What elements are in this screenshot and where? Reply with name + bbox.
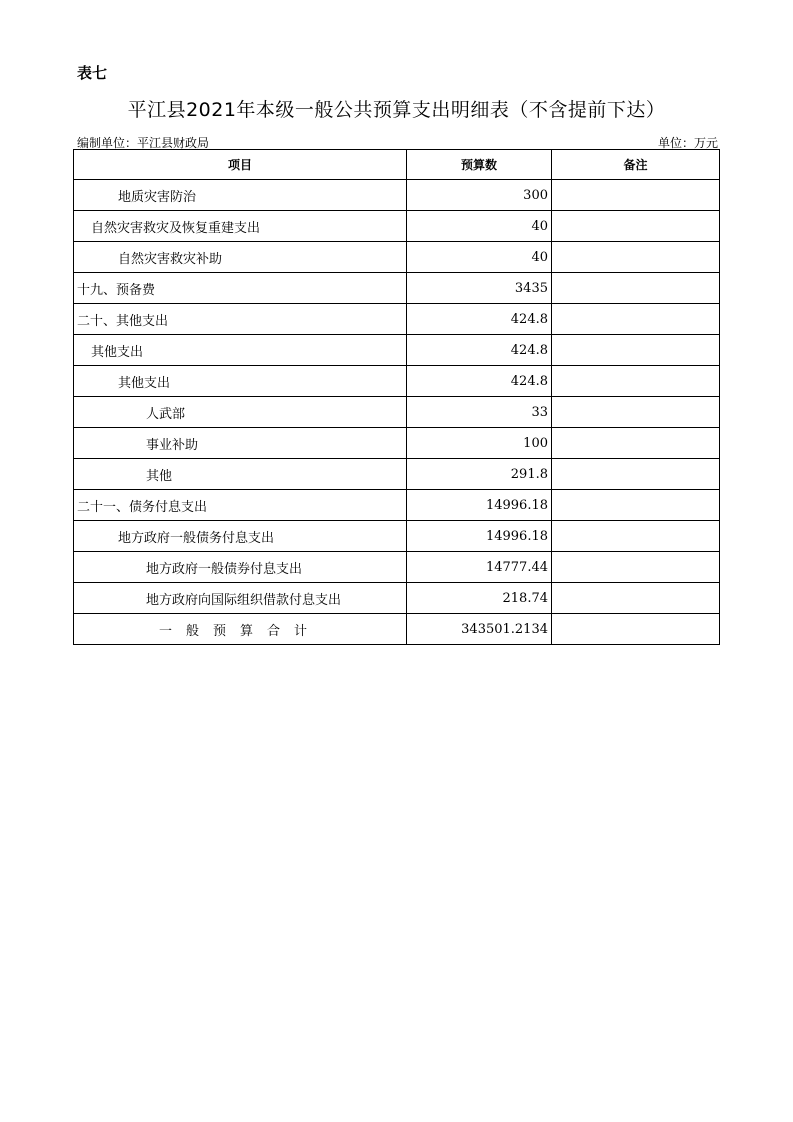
budget-table bbox=[73, 149, 720, 645]
compiling-unit: 编制单位：平江县财政局 bbox=[77, 136, 210, 150]
header-item: 项目 bbox=[74, 150, 407, 180]
row-amount: 40 bbox=[407, 211, 552, 242]
table-row bbox=[74, 242, 720, 273]
table-number-label: 表七 bbox=[77, 64, 108, 82]
row-note bbox=[552, 242, 720, 273]
table-row bbox=[74, 335, 720, 366]
row-item: 地方政府一般债券付息支出 bbox=[74, 552, 407, 583]
row-note bbox=[552, 366, 720, 397]
row-note bbox=[552, 428, 720, 459]
row-note bbox=[552, 459, 720, 490]
row-item: 人武部 bbox=[74, 397, 407, 428]
row-amount: 424.8 bbox=[407, 366, 552, 397]
row-amount: 14777.44 bbox=[407, 552, 552, 583]
table-row bbox=[74, 521, 720, 552]
header-note: 备注 bbox=[552, 150, 720, 180]
row-item: 地质灾害防治 bbox=[74, 180, 407, 211]
header-amount: 预算数 bbox=[407, 150, 552, 180]
row-item: 自然灾害救灾补助 bbox=[74, 242, 407, 273]
row-item: 地方政府一般债务付息支出 bbox=[74, 521, 407, 552]
table-row bbox=[74, 211, 720, 242]
row-note bbox=[552, 552, 720, 583]
table-row bbox=[74, 366, 720, 397]
row-amount: 3435 bbox=[407, 273, 552, 304]
row-note bbox=[552, 583, 720, 614]
row-item: 二十、其他支出 bbox=[74, 304, 407, 335]
row-item: 地方政府向国际组织借款付息支出 bbox=[74, 583, 407, 614]
table-header-row bbox=[74, 150, 720, 180]
table-row bbox=[74, 459, 720, 490]
currency-unit: 单位：万元 bbox=[657, 136, 718, 150]
row-item: 其他支出 bbox=[74, 335, 407, 366]
table-row bbox=[74, 428, 720, 459]
row-amount: 424.8 bbox=[407, 335, 552, 366]
table-row bbox=[74, 552, 720, 583]
row-note bbox=[552, 180, 720, 211]
row-item: 其他 bbox=[74, 459, 407, 490]
row-note bbox=[552, 521, 720, 552]
row-amount: 100 bbox=[407, 428, 552, 459]
total-label: 一般预算合计 bbox=[74, 614, 407, 645]
row-note bbox=[552, 211, 720, 242]
row-item: 十九、预备费 bbox=[74, 273, 407, 304]
row-amount: 33 bbox=[407, 397, 552, 428]
row-item: 二十一、债务付息支出 bbox=[74, 490, 407, 521]
table-row bbox=[74, 180, 720, 211]
table-row bbox=[74, 273, 720, 304]
table-row bbox=[74, 490, 720, 521]
table-row bbox=[74, 583, 720, 614]
row-note bbox=[552, 304, 720, 335]
row-note bbox=[552, 397, 720, 428]
row-amount: 218.74 bbox=[407, 583, 552, 614]
row-amount: 14996.18 bbox=[407, 490, 552, 521]
page-title: 平江县2021年本级一般公共预算支出明细表（不含提前下达） bbox=[127, 99, 666, 121]
row-amount: 300 bbox=[407, 180, 552, 211]
total-row bbox=[74, 614, 720, 645]
row-amount: 424.8 bbox=[407, 304, 552, 335]
row-amount: 14996.18 bbox=[407, 521, 552, 552]
row-item: 事业补助 bbox=[74, 428, 407, 459]
row-amount: 291.8 bbox=[407, 459, 552, 490]
row-item: 其他支出 bbox=[74, 366, 407, 397]
row-note bbox=[552, 273, 720, 304]
table-row bbox=[74, 304, 720, 335]
row-note bbox=[552, 335, 720, 366]
row-amount: 40 bbox=[407, 242, 552, 273]
total-note bbox=[552, 614, 720, 645]
row-item: 自然灾害救灾及恢复重建支出 bbox=[74, 211, 407, 242]
row-note bbox=[552, 490, 720, 521]
table-row bbox=[74, 397, 720, 428]
total-amount: 343501.2134 bbox=[407, 614, 552, 645]
